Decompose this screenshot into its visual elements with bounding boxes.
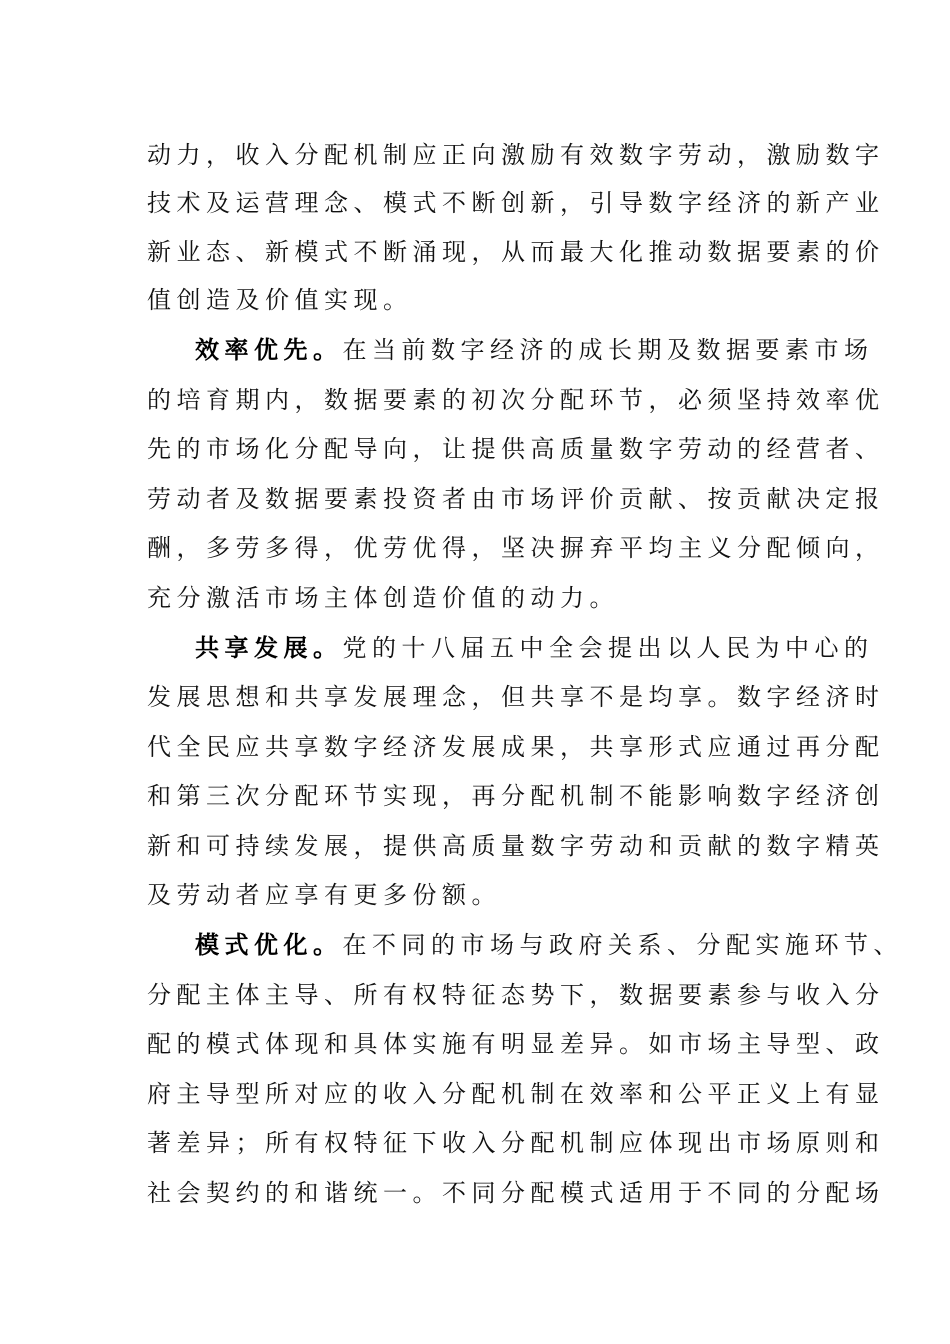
paragraph-heading: 模式优化。 [195,931,343,959]
paragraph-heading: 效率优先。 [195,336,343,364]
body-text-line: 酬，多劳多得，优劳优得，坚决摒弃平均主义分配倾向， [147,534,885,562]
body-text-line: 及劳动者应享有更多份额。 [147,881,501,909]
paragraph-heading: 共享发展。 [195,634,343,662]
body-text: 在不同的市场与政府关系、分配实施环节、 [342,931,903,959]
body-text-line: 劳动者及数据要素投资者由市场评价贡献、按贡献决定报 [147,485,885,513]
body-text-line: 充分激活市场主体创造价值的动力。 [147,584,619,612]
body-text-line: 府主导型所对应的收入分配机制在效率和公平正义上有显 [147,1080,885,1108]
paragraph-first-line [195,326,874,374]
body-text-line: 先的市场化分配导向，让提供高质量数字劳动的经营者、 [147,435,885,463]
body-text-line: 发展思想和共享发展理念，但共享不是均享。数字经济时 [147,683,885,711]
body-text-line: 新业态、新模式不断涌现，从而最大化推动数据要素的价 [147,238,885,266]
body-text-line: 配的模式体现和具体实施有明显差异。如市场主导型、政 [147,1030,885,1058]
body-text-line: 技术及运营理念、模式不断创新，引导数字经济的新产业 [147,189,885,217]
body-text-line: 动力，收入分配机制应正向激励有效数字劳动，激励数字 [147,141,885,169]
body-text-line: 新和可持续发展，提供高质量数字劳动和贡献的数字精英 [147,832,885,860]
body-text: 党的十八届五中全会提出以人民为中心的 [342,634,874,662]
body-text-line: 的培育期内，数据要素的初次分配环节，必须坚持效率优 [147,386,885,414]
body-text-line: 著差异；所有权特征下收入分配机制应体现出市场原则和 [147,1129,885,1157]
body-text-line: 分配主体主导、所有权特征态势下，数据要素参与收入分 [147,981,885,1009]
paragraph-first-line [195,921,903,969]
body-text-line: 值创造及价值实现。 [147,286,413,314]
body-text: 在当前数字经济的成长期及数据要素市场 [342,336,874,364]
body-text-line: 社会契约的和谐统一。不同分配模式适用于不同的分配场 [147,1179,885,1207]
body-text-line: 和第三次分配环节实现，再分配机制不能影响数字经济创 [147,782,885,810]
body-text-line: 代全民应共享数字经济发展成果，共享形式应通过再分配 [147,733,885,761]
paragraph-first-line [195,624,874,672]
